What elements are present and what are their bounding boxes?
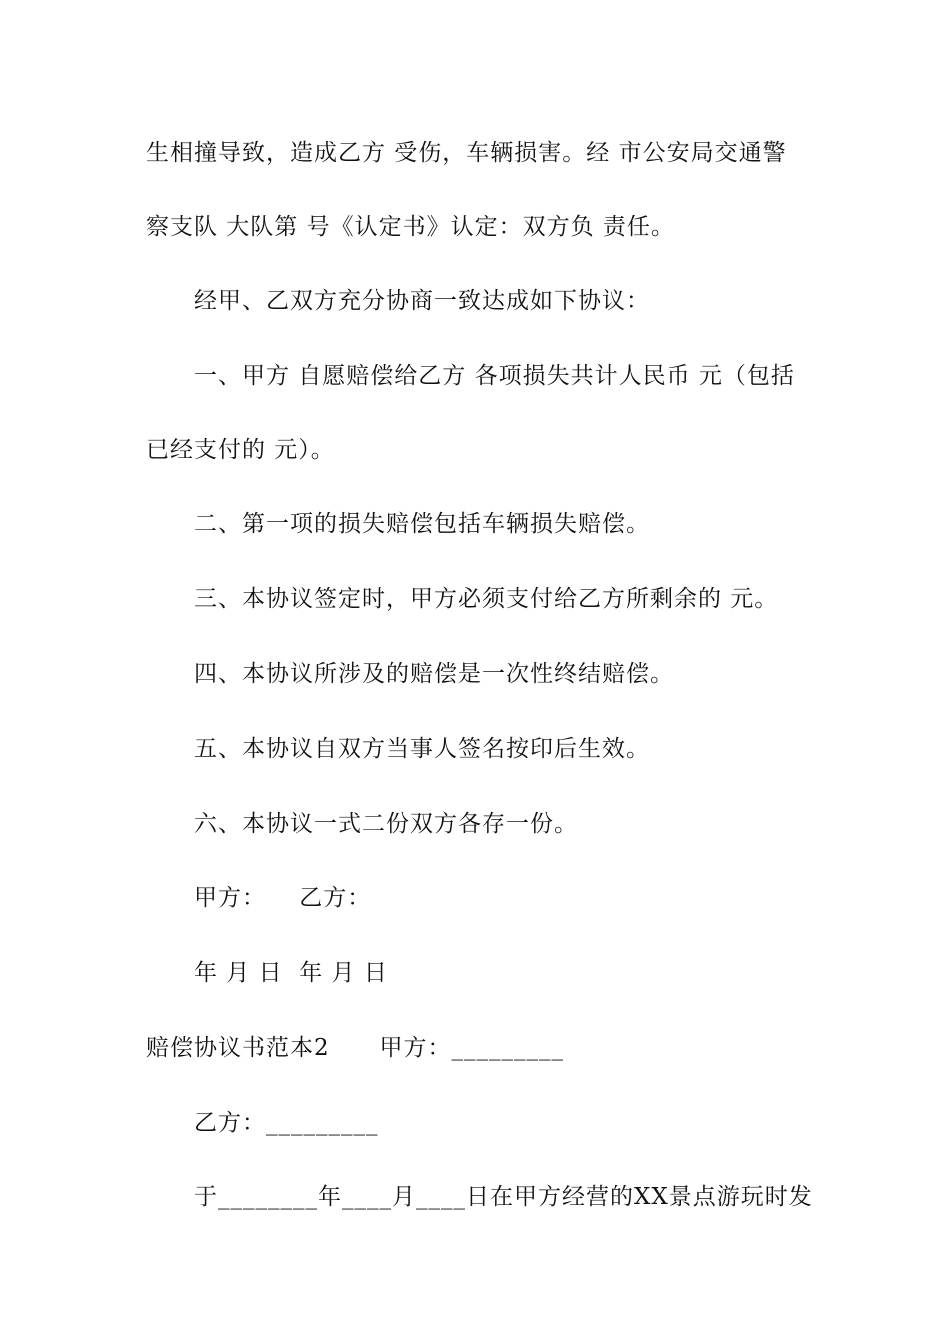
clause-6: 六、本协议一式二份双方各存一份。 xyxy=(194,811,578,837)
clause-1-line-2: 已经支付的 元）。 xyxy=(146,437,335,463)
paragraph-line-2: 察支队 大队第 号《认定书》认定：双方负 责任。 xyxy=(146,214,675,240)
clause-3: 三、本协议签定时，甲方必须支付给乙方所剩余的 元。 xyxy=(194,586,779,612)
party-b-field: 乙方：_________ xyxy=(194,1110,379,1136)
signature-dates: 年 月 日 年 月 日 xyxy=(194,960,388,986)
clause-5: 五、本协议自双方当事人签名按印后生效。 xyxy=(194,736,650,762)
agreement-intro: 经甲、乙双方充分协商一致达成如下协议： xyxy=(194,288,650,314)
signature-parties: 甲方： 乙方： xyxy=(194,885,372,911)
incident-date-line: 于________年____月____日在甲方经营的XX景点游玩时发 xyxy=(194,1184,813,1210)
clause-4: 四、本协议所涉及的赔偿是一次性终结赔偿。 xyxy=(194,661,674,687)
clause-2: 二、第一项的损失赔偿包括车辆损失赔偿。 xyxy=(194,511,650,537)
paragraph-line-1: 生相撞导致，造成乙方 受伤，车辆损害。经 市公安局交通警 xyxy=(146,140,787,166)
template-2-heading: 赔偿协议书范本2 甲方：_________ xyxy=(146,1035,564,1061)
clause-1-line-1: 一、甲方 自愿赔偿给乙方 各项损失共计人民币 元（包括 xyxy=(194,363,795,389)
